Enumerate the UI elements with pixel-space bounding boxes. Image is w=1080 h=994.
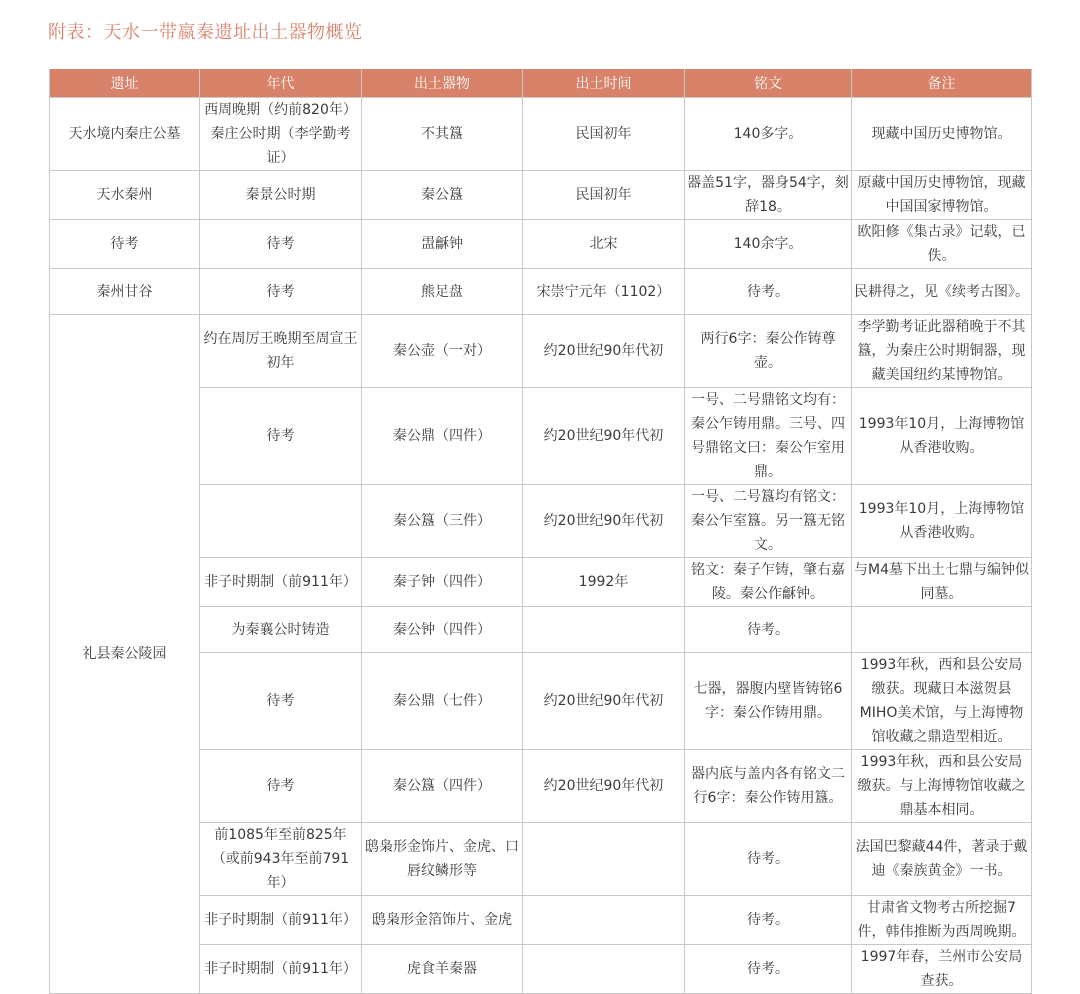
- cell-time: [523, 607, 685, 653]
- artifact-table: [49, 69, 1032, 994]
- cell-inscription: 待考。: [685, 607, 852, 653]
- cell-time: [523, 823, 685, 896]
- cell-item: 鸱枭形金箔饰片、金虎: [362, 896, 523, 945]
- header-note: 备注: [852, 69, 1032, 98]
- cell-time: 民国初年: [523, 171, 685, 220]
- cell-item: 秦公簋（三件）: [362, 485, 523, 558]
- cell-time: 1992年: [523, 558, 685, 607]
- cell-item: 不其簋: [362, 98, 523, 171]
- cell-note: 1993年秋，西和县公安局缴获。与上海博物馆收藏之鼎基本相同。: [852, 750, 1032, 823]
- cell-site: 待考: [50, 220, 200, 269]
- page-title: 附表：天水一带嬴秦遗址出土器物概览: [48, 22, 363, 43]
- cell-era: 非子时期制（前911年）: [200, 558, 362, 607]
- cell-era: 非子时期制（前911年）: [200, 896, 362, 945]
- cell-note: 1993年10月，上海博物馆从香港收购。: [852, 388, 1032, 485]
- cell-time: 约20世纪90年代初: [523, 315, 685, 388]
- cell-site: 天水秦州: [50, 171, 200, 220]
- cell-era: 待考: [200, 388, 362, 485]
- cell-inscription: 一号、二号簋均有铭文：秦公乍室簋。另一簋无铭文。: [685, 485, 852, 558]
- cell-time: 约20世纪90年代初: [523, 750, 685, 823]
- cell-inscription: 铭文：秦子乍铸，肇右嘉陵。秦公作龢钟。: [685, 558, 852, 607]
- cell-inscription: 一号、二号鼎铭文均有：秦公乍铸用鼎。三号、四号鼎铭文曰：秦公乍室用鼎。: [685, 388, 852, 485]
- cell-era: 待考: [200, 750, 362, 823]
- cell-era: 非子时期制（前911年）: [200, 945, 362, 994]
- cell-item: 秦公簋: [362, 171, 523, 220]
- cell-note: 与M4墓下出土七鼎与编钟似同墓。: [852, 558, 1032, 607]
- table-row: [50, 171, 1032, 220]
- cell-item: 盄龢钟: [362, 220, 523, 269]
- cell-era: [200, 485, 362, 558]
- table-row: [50, 98, 1032, 171]
- cell-item: 秦公簋（四件）: [362, 750, 523, 823]
- cell-era: 前1085年至前825年（或前943年至前791年）: [200, 823, 362, 896]
- cell-time: 约20世纪90年代初: [523, 653, 685, 750]
- cell-note: 1993年10月，上海博物馆从香港收购。: [852, 485, 1032, 558]
- cell-time: 宋崇宁元年（1102）: [523, 269, 685, 315]
- cell-note: 民耕得之，见《续考古图》。: [852, 269, 1032, 315]
- cell-time: 约20世纪90年代初: [523, 388, 685, 485]
- cell-item: 秦公鼎（四件）: [362, 388, 523, 485]
- header-time: 出土时间: [523, 69, 685, 98]
- cell-site: 秦州甘谷: [50, 269, 200, 315]
- cell-era: 秦景公时期: [200, 171, 362, 220]
- cell-site: 礼县秦公陵园: [50, 315, 200, 994]
- cell-note: [852, 607, 1032, 653]
- cell-time: 北宋: [523, 220, 685, 269]
- cell-era: 西周晚期（约前820年）秦庄公时期（李学勤考证）: [200, 98, 362, 171]
- header-row: [50, 69, 1032, 98]
- cell-note: 1993年秋，西和县公安局缴获。现藏日本滋贺县MIHO美术馆，与上海博物馆收藏之鼎造型相近。: [852, 653, 1032, 750]
- cell-item: 秦公钟（四件）: [362, 607, 523, 653]
- table-row: [50, 220, 1032, 269]
- cell-note: 李学勤考证此器稍晚于不其簋，为秦庄公时期铜器，现藏美国纽约某博物馆。: [852, 315, 1032, 388]
- cell-inscription: 七器，器腹内壁皆铸铭6字：秦公作铸用鼎。: [685, 653, 852, 750]
- cell-time: [523, 896, 685, 945]
- cell-note: 现藏中国历史博物馆。: [852, 98, 1032, 171]
- cell-era: 待考: [200, 220, 362, 269]
- cell-inscription: 待考。: [685, 823, 852, 896]
- table-row: [50, 315, 1032, 388]
- cell-site: 天水境内秦庄公墓: [50, 98, 200, 171]
- cell-time: [523, 945, 685, 994]
- cell-era: 待考: [200, 653, 362, 750]
- cell-item: 秦公鼎（七件）: [362, 653, 523, 750]
- cell-item: 秦公壶（一对）: [362, 315, 523, 388]
- table-row: [50, 269, 1032, 315]
- cell-time: 民国初年: [523, 98, 685, 171]
- header-site: 遗址: [50, 69, 200, 98]
- cell-era: 约在周厉王晚期至周宣王初年: [200, 315, 362, 388]
- cell-era: 为秦襄公时铸造: [200, 607, 362, 653]
- cell-note: 法国巴黎藏44件，著录于戴迪《秦族黄金》一书。: [852, 823, 1032, 896]
- cell-inscription: 两行6字：秦公作铸尊壶。: [685, 315, 852, 388]
- header-inscription: 铭文: [685, 69, 852, 98]
- cell-item: 熊足盘: [362, 269, 523, 315]
- cell-note: 欧阳修《集古录》记载，已佚。: [852, 220, 1032, 269]
- cell-inscription: 待考。: [685, 269, 852, 315]
- cell-inscription: 待考。: [685, 945, 852, 994]
- cell-inscription: 器盖51字，器身54字，刻辞18。: [685, 171, 852, 220]
- cell-inscription: 待考。: [685, 896, 852, 945]
- cell-note: 甘肃省文物考古所挖掘7件，韩伟推断为西周晚期。: [852, 896, 1032, 945]
- header-item: 出土器物: [362, 69, 523, 98]
- cell-item: 鸱枭形金饰片、金虎、口唇纹鳞形等: [362, 823, 523, 896]
- cell-inscription: 器内底与盖内各有铭文二行6字：秦公作铸用簋。: [685, 750, 852, 823]
- cell-item: 虎食羊秦器: [362, 945, 523, 994]
- cell-era: 待考: [200, 269, 362, 315]
- cell-note: 1997年春，兰州市公安局查获。: [852, 945, 1032, 994]
- cell-inscription: 140余字。: [685, 220, 852, 269]
- header-era: 年代: [200, 69, 362, 98]
- cell-note: 原藏中国历史博物馆，现藏中国国家博物馆。: [852, 171, 1032, 220]
- cell-inscription: 140多字。: [685, 98, 852, 171]
- cell-time: 约20世纪90年代初: [523, 485, 685, 558]
- cell-item: 秦子钟（四件）: [362, 558, 523, 607]
